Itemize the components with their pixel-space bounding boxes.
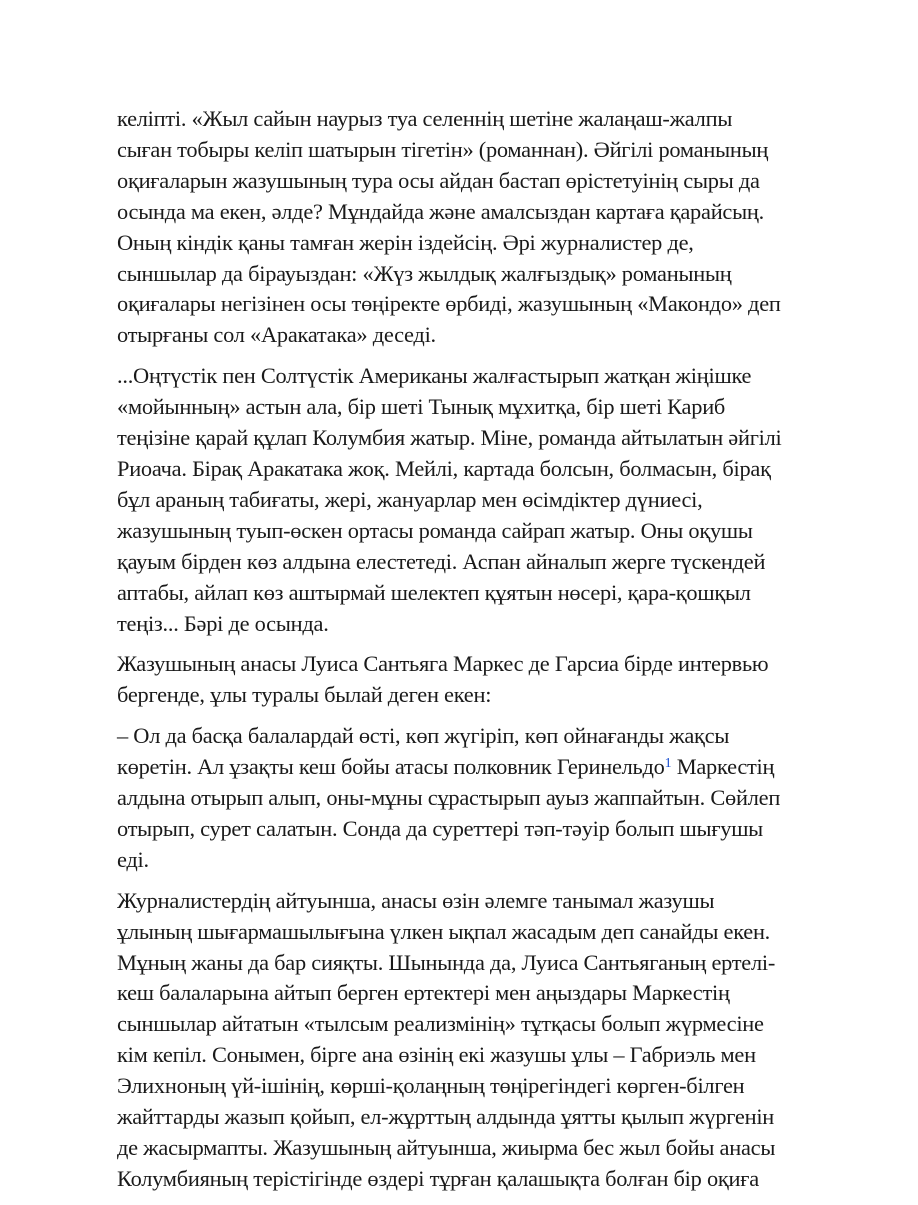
paragraph-3 — [117, 649, 807, 711]
text-line: оқиғалары негізінен осы төңіректе өрбиді, жазушының «Макондо» деп — [117, 291, 781, 317]
text-line: отырып, сурет салатын. Сонда да суреттері тәп-тәуір болып шығушы — [117, 815, 763, 841]
text-line: Риоача. Бірақ Аракатака жоқ. Мейлі, картада болсын, болмасын, бірақ — [117, 455, 771, 481]
text-line: сыншылар да бірауыздан: «Жүз жылдық жалғыздық» романының — [117, 260, 732, 286]
paragraph-2 — [117, 361, 807, 639]
text-line: сыншылар айтатын «тылсым реализмінің» тұтқасы болып жүрмесіне — [117, 1011, 764, 1037]
text-line: Журналистердің айтуынша, анасы өзін әлемге танымал жазушы — [117, 887, 715, 913]
text-line: осында ма екен, әлде? Мұндайда және амалсыздан картаға қарайсың. — [117, 198, 764, 224]
text-line: «мойынның» астын ала, бір шеті Тынық мұхитқа, бір шеті Кариб — [117, 394, 726, 420]
text-line: Мұның жаны да бар сияқты. Шынында да, Луиса Сантьяганың ертелі- — [117, 949, 776, 975]
document-page — [117, 104, 807, 1205]
text-line: келіпті. «Жыл сайын наурыз туа селеннің шетіне жалаңаш-жалпы — [117, 106, 733, 131]
text-line: бергенде, ұлы туралы былай деген екен: — [117, 682, 492, 708]
paragraph-5 — [117, 886, 807, 1195]
text-line: оқиғаларын жазушының тура осы айдан бастап өрістетуінің сыры да — [117, 167, 760, 193]
text-line-tail: Маркестің — [671, 754, 775, 780]
text-line: Жазушының анасы Луиса Сантьяга Маркес де Гарсиа бірде интервью — [117, 651, 769, 677]
text-line: ұлының шығармашылығына үлкен ықпал жасадым деп санайды екен. — [117, 918, 771, 944]
text-line: қауым бірден көз алдына елестетеді. Аспан айналып жерге түскендей — [117, 548, 766, 574]
text-line: жазушының туып-өскен ортасы романда сайрап жатыр. Оны оқушы — [117, 517, 753, 543]
text-line: еді. — [117, 846, 149, 872]
paragraph-4-quote — [117, 721, 807, 876]
text-line: сыған тобыры келіп шатырын тігетін» (романнан). Әйгілі романының — [117, 136, 769, 162]
text-line: теңіз... Бәрі де осында. — [117, 610, 329, 636]
text-line: кеш балаларына айтып берген ертектері мен аңыздары Маркестің — [117, 980, 730, 1006]
text-line-with-footnote — [117, 752, 807, 783]
text-line: жайттарды жазып қойып, ел-жұрттың алдында ұятты қылып жүргенін — [117, 1104, 775, 1130]
text-line: – Ол да басқа балалардай өсті, көп жүгіріп, көп ойнағанды жақсы — [117, 723, 730, 749]
paragraph-1 — [117, 104, 807, 351]
text-line: де жасырмапты. Жазушының айтуынша, жиырма бес жыл бойы анасы — [117, 1135, 776, 1160]
text-line: кім кепіл. Сонымен, бірге ана өзінің екі жазушы ұлы – Габриэль мен — [117, 1042, 756, 1068]
text-line: Оның кіндік қаны тамған жерін іздейсің. Әрі журналистер де, — [117, 229, 694, 255]
text-line: аптабы, айлап көз аштырмай шелектеп құятын нөсері, қара-қошқыл — [117, 579, 751, 605]
text-line: алдына отырып алып, оны-мұны сұрастырып ауыз жаппайтын. Сөйлеп — [117, 785, 781, 811]
text-line: Колумбияның терістігінде өздері тұрған қалашықта болған бір оқиға — [117, 1165, 759, 1191]
text-line: Элихноның үй-ішінің, көрші-қолаңның төңірегіндегі көрген-білген — [117, 1073, 745, 1099]
text-line: теңізіне қарай құлап Колумбия жатыр. Міне, романда айтылатын әйгілі — [117, 425, 782, 451]
footnote-link[interactable]: 1 — [664, 756, 672, 772]
text-line: бұл араның табиғаты, жері, жануарлар мен өсімдіктер дүниесі, — [117, 486, 703, 512]
text-line-head: көретін. Ал ұзақты кеш бойы атасы полковник Геринельдо — [117, 754, 665, 780]
text-line: ...Оңтүстік пен Солтүстік Американы жалғастырып жатқан жіңішке — [117, 363, 752, 389]
text-line: отырғаны сол «Аракатака» деседі. — [117, 322, 436, 348]
